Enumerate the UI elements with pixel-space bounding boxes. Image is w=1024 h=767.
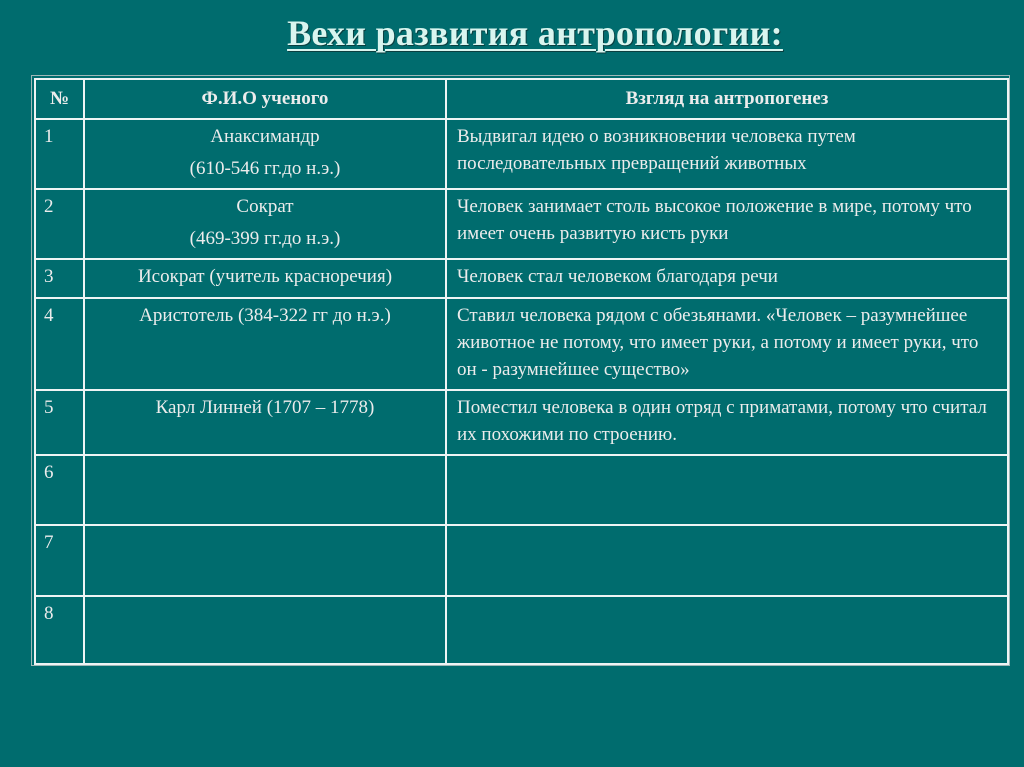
table-row (35, 298, 1008, 390)
header-view: Взгляд на антропогенез (446, 79, 1008, 119)
page-title: Вехи развития антропологии: (287, 13, 783, 53)
scientist-name (84, 596, 446, 664)
scientist-cell (84, 119, 446, 189)
header-name: Ф.И.О ученого (84, 79, 446, 119)
table-row (35, 390, 1008, 455)
scientist-name (84, 525, 446, 596)
row-number: 7 (35, 525, 84, 596)
anthropology-table (34, 78, 1009, 665)
table-row (35, 119, 1008, 189)
row-number: 4 (35, 298, 84, 390)
row-number: 6 (35, 455, 84, 525)
scientist-name: Сократ (236, 196, 294, 217)
scientist-name: Карл Линней (1707 – 1778) (84, 390, 446, 455)
view-text: Ставил человека рядом с обезьянами. «Человек – разумнейшее животное не потому, что имеет руки, а потому и имеет руки, что он - разумнейшее существо» (446, 298, 1008, 390)
scientist-name: Анаксимандр (210, 126, 320, 147)
header-number: № (35, 79, 84, 119)
view-text (446, 455, 1008, 525)
table-row (35, 455, 1008, 525)
scientist-cell (84, 189, 446, 259)
scientist-dates: (610-546 гг.до н.э.) (189, 158, 341, 179)
scientist-dates: (469-399 гг.до н.э.) (189, 228, 341, 249)
scientist-name: Аристотель (384-322 гг до н.э.) (84, 298, 446, 390)
view-text: Человек стал человеком благодаря речи (446, 259, 1008, 298)
scientist-name: Исократ (учитель красноречия) (84, 259, 446, 298)
view-text: Человек занимает столь высокое положение в мире, потому что имеет очень развитую кисть руки (446, 189, 1008, 259)
row-number: 2 (35, 189, 84, 259)
table-row (35, 525, 1008, 596)
table-row (35, 596, 1008, 664)
view-text: Поместил человека в один отряд с приматами, потому что считал их похожими по строению. (446, 390, 1008, 455)
table-header-row (35, 79, 1008, 119)
view-text (446, 596, 1008, 664)
scientist-name (84, 455, 446, 525)
row-number: 8 (35, 596, 84, 664)
view-text (446, 525, 1008, 596)
table-frame (31, 75, 1010, 666)
row-number: 5 (35, 390, 84, 455)
row-number: 1 (35, 119, 84, 189)
table-row (35, 189, 1008, 259)
table-row (35, 259, 1008, 298)
view-text: Выдвигал идею о возникновении человека путем последовательных превращений животных (446, 119, 1008, 189)
row-number: 3 (35, 259, 84, 298)
